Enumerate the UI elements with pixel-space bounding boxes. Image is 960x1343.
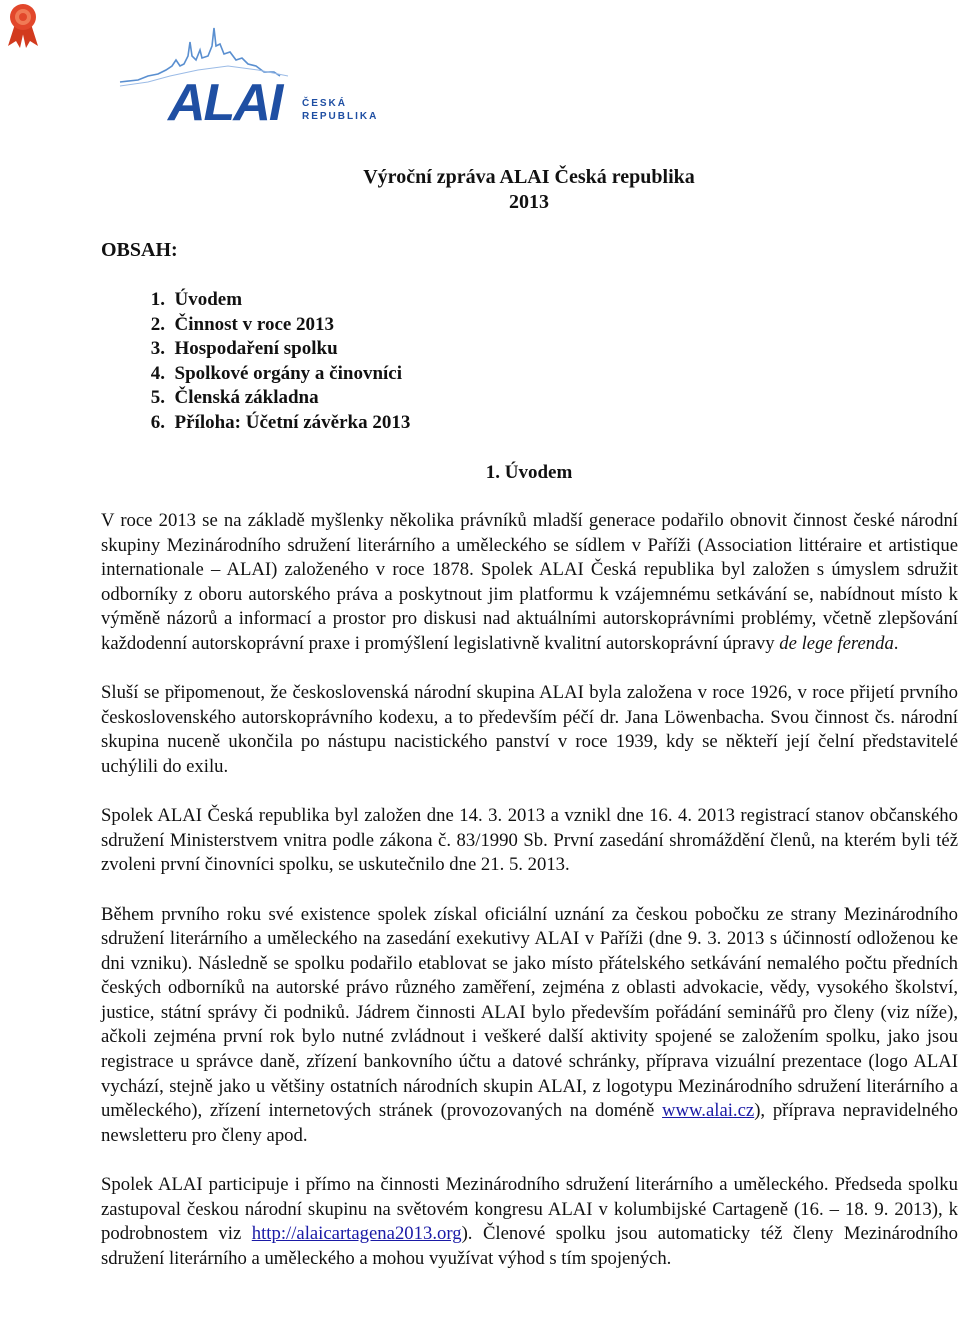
award-badge-icon (4, 2, 42, 50)
cartagena-congress-link[interactable]: http://alaicartagena2013.org (251, 1223, 462, 1245)
document-body (101, 509, 958, 1296)
latin-phrase: de lege ferenda (779, 632, 894, 654)
logo-text-sub2: REPUBLIKA (302, 111, 378, 122)
table-of-contents (101, 288, 410, 436)
title-line-1: Výroční zpráva ALAI Česká republika (363, 166, 695, 188)
paragraph: Spolek ALAI participuje i přímo na činnosti Mezinárodního sdružení literárního a uměleckého. Předseda spolku zastupoval českou národní skupinu na světovém kongresu ALAI v kolumbijské Cartageně (16. – 18. 9. 2013), k podrobnostem viz http://alaicartagena2013.org). Členové spolku jsou automaticky též členy Mezinárodního sdružení literárního a uměleckého a mohou využívat výhod s tím spojených. (101, 1174, 958, 1269)
alai-website-link[interactable]: www.alai.cz (662, 1100, 755, 1122)
title-line-2: 2013 (509, 191, 549, 213)
logo-text-main: ALAI (168, 74, 282, 130)
paragraph: Během prvního roku své existence spolek získal oficiální uznání za českou pobočku ze strany Mezinárodního sdružení literárního a uměleckého na zasedání exekutivy ALAI v Paříži (dne 9. 3. 2013 s účinností odloženou ke dni vzniku). Následně se spolku podařilo etablovat se jako místo přátelského setkávání nemalého počtu předních českých odborníků na autorské právo různého zaměření, zejména z oblasti advokacie, vědy, vysokého školství, justice, státní správy či podniků. Jádrem činnosti ALAI bylo především pořádání seminářů pro členy (viz níže), ačkoli zejména první rok bylo nutné zvládnout i veškeré další aktivity spojené se založením spolku, jako jsou registrace u správce daně, zřízení bankovního účtu a datové schránky, příprava vizuální prezentace (logo ALAI vychází, stejně jako u většiny ostatních národních skupin ALAI, z logotypu Mezinárodního sdružení literárního a uměleckého), zřízení internetových stránek (provozovaných na doméně www.alai.cz), příprava nepravidelného newsletteru pro členy apod. (101, 903, 958, 1146)
toc-item: 3. Hospodaření spolku (150, 338, 338, 360)
toc-heading: OBSAH: (101, 239, 178, 261)
section-heading: 1. Úvodem (485, 462, 573, 483)
toc-item: 1. Úvodem (150, 289, 243, 310)
toc-item: 5. Členská základna (150, 387, 319, 409)
document-title (0, 165, 960, 215)
toc-item: 6. Příloha: Účetní závěrka 2013 (150, 411, 411, 433)
toc-item: 2. Činnost v roce 2013 (150, 313, 335, 335)
paragraph: Sluší se připomenout, že československá národní skupina ALAI byla založena v roce 1926, v roce přijetí prvního československého autorskoprávního kodexu, a to především péčí dr. Jana Löwenbacha. Svou činnost čs. národní skupina nuceně ukončila po nástupu nacistického panství v roce 1939, kdy se někteří její čelní představitelé uchýlili do exilu. (101, 682, 958, 777)
alai-logo (118, 20, 378, 130)
logo-text-sub1: ČESKÁ (302, 98, 348, 109)
paragraph: V roce 2013 se na základě myšlenky několika právníků mladší generace podařilo obnovit činnost české národní skupiny Mezinárodního sdružení literárního a uměleckého se sídlem v Paříži (Association littéraire et artistique internationale – ALAI) založeného v roce 1878. Spolek ALAI Česká republika byl založen s úmyslem sdružit odborníky z oboru autorského práva a poskytnout jim platformu k vzájemnému setkávání se, nabídnout místo k výměně názorů a informací a prostor pro diskusi nad aktuálními autorskoprávními problémy, včetně zlepšování každodenní autorskoprávní praxe i promýšlení legislativně kvalitní autorskoprávní úpravy de lege ferenda. (101, 510, 958, 654)
paragraph: Spolek ALAI Česká republika byl založen dne 14. 3. 2013 a vznikl dne 16. 4. 2013 registrací stanov občanského sdružení Ministerstvem vnitra podle zákona č. 83/1990 Sb. První zasedání shromáždění členů, na kterém byli též zvoleni první činovníci spolku, se uskutečnilo dne 21. 5. 2013. (101, 805, 958, 876)
toc-item: 4. Spolkové orgány a činovníci (150, 362, 402, 384)
